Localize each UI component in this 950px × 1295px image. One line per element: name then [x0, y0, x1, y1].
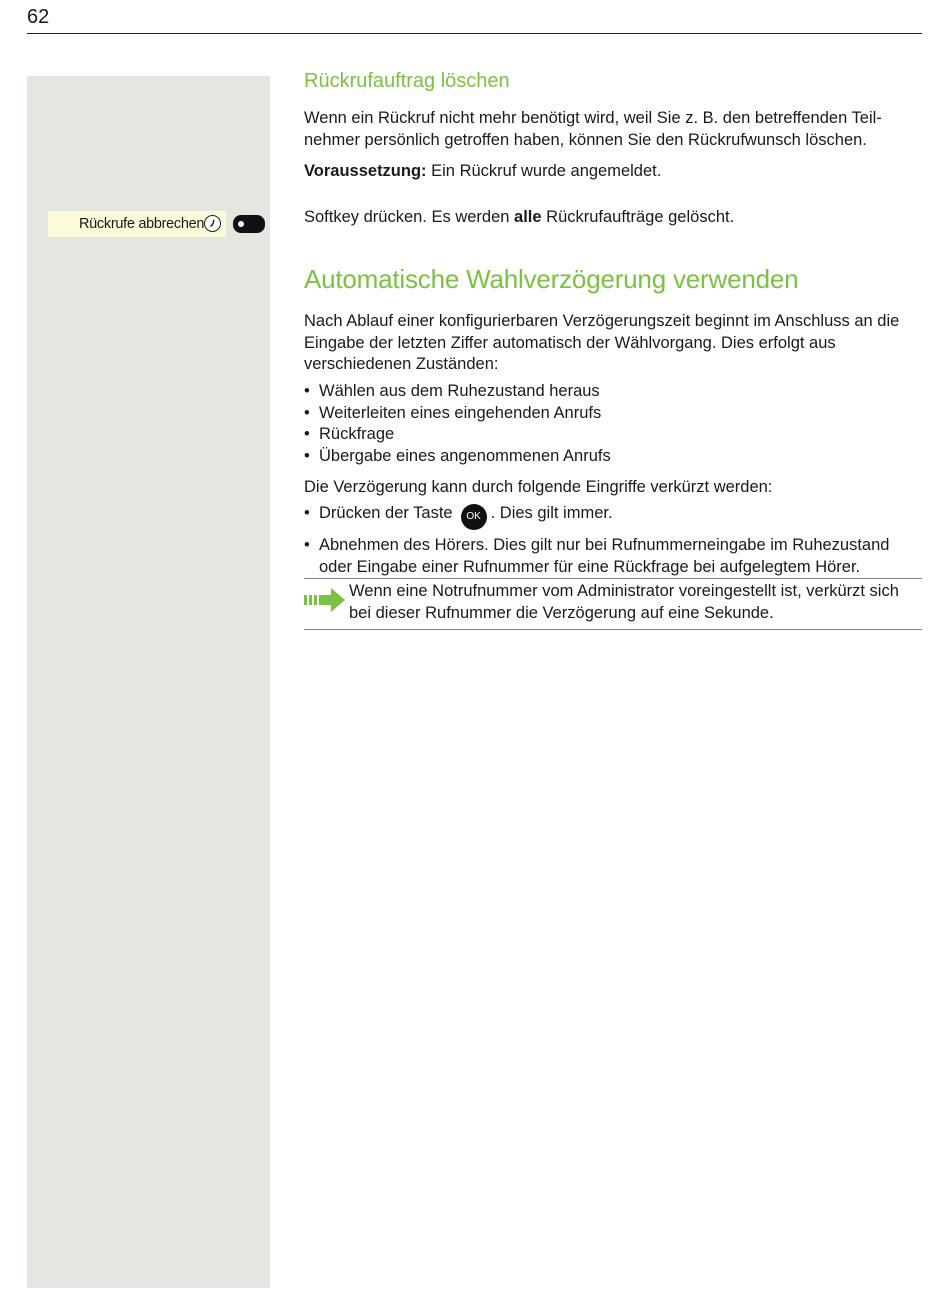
- list-item: [304, 503, 924, 535]
- page-number: 62: [27, 6, 50, 28]
- softkey-step: [304, 207, 734, 229]
- list-item: • Weiterleiten eines eingehenden Anrufs: [304, 403, 611, 425]
- states-list: [304, 381, 611, 467]
- prerequisite-text: Ein Rückruf wurde angemeldet.: [426, 162, 662, 180]
- softkey-label-box: [48, 211, 226, 237]
- note-arrow-icon: [304, 587, 346, 613]
- dial-delay-intro: Nach Ablauf einer konfigurierbaren Verzögerungszeit beginnt im Anschluss an die Eingabe der letzten Ziffer automatisch der Wählvorgang. Dies erfolgt aus verschiedenen Zuständen:: [304, 312, 900, 373]
- step-prefix: Softkey drücken. Es werden: [304, 208, 515, 226]
- list-item: • Wählen aus dem Ruhezustand heraus: [304, 381, 611, 403]
- note-box: [304, 578, 922, 630]
- step-suffix: Rückrufaufträge gelöscht.: [541, 208, 735, 226]
- callback-delete-paragraph: Wenn ein Rückruf nicht mehr benötigt wird, weil Sie z. B. den betreffenden Teil-nehmer persönlich getroffen haben, können Sie den Rückrufwunsch löschen.: [304, 109, 882, 149]
- list-item: • Übergabe eines angenommenen Anrufs: [304, 446, 611, 468]
- note-text: Wenn eine Notrufnummer vom Administrator voreingestellt ist, verkürzt sich bei dieser Rufnummer die Verzögerung auf eine Sekunde.: [349, 582, 899, 622]
- list-item: • Abnehmen des Hörers. Dies gilt nur bei Rufnummerneingabe im Ruhezustand oder Eingabe einer Rufnummer für eine Rückfrage bei aufgelegtem Hörer.: [304, 535, 924, 578]
- section-title-dial-delay: Automatische Wahlverzögerung verwenden: [304, 264, 799, 294]
- softkey-dot: [238, 221, 244, 227]
- step-bold: alle: [514, 208, 542, 226]
- shorten-1-suffix: . Dies gilt immer.: [490, 504, 613, 522]
- section-title-callback-delete: Rückrufauftrag löschen: [304, 70, 510, 92]
- sidebar: [27, 76, 270, 1288]
- softkey-icon[interactable]: [233, 215, 265, 233]
- softkey-label: Rückrufe abbrechen: [79, 216, 205, 232]
- prerequisite-line: [304, 161, 661, 183]
- shorten-intro: Die Verzögerung kann durch folgende Eingriffe verkürzt werden:: [304, 478, 773, 496]
- ok-key-icon: OK: [461, 504, 487, 530]
- header-rule: [27, 33, 922, 34]
- handset-icon: [204, 215, 221, 232]
- shorten-1-prefix: Drücken der Taste: [319, 504, 453, 522]
- list-item: • Rückfrage: [304, 424, 611, 446]
- prerequisite-label: Voraussetzung:: [304, 162, 427, 180]
- shorten-list: [304, 503, 924, 578]
